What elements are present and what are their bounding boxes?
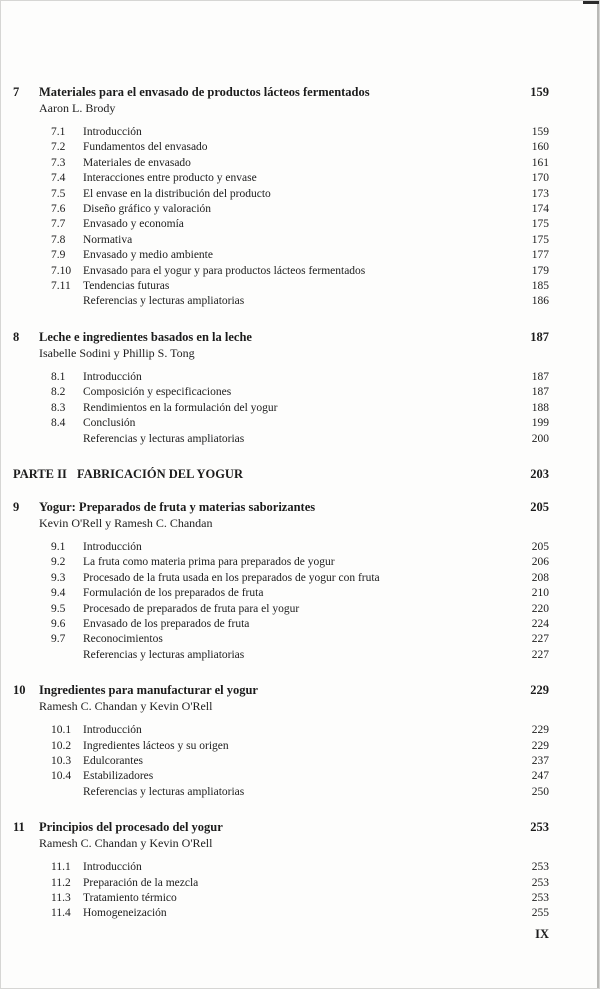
entry-page-number: 173 (531, 187, 549, 200)
entry-title: Materiales de envasado (83, 156, 191, 169)
chapter-page-number: 253 (530, 820, 549, 835)
entry-page-number: 185 (531, 280, 549, 293)
chapter (13, 330, 549, 447)
entry-number: 8.1 (51, 370, 66, 383)
entry-title: Normativa (83, 233, 133, 246)
toc-entry (51, 294, 549, 309)
scan-edge-artifact (597, 1, 599, 988)
chapter-title: Principios del procesado del yogur (39, 820, 223, 835)
entry-title: Referencias y lecturas ampliatorias (83, 785, 245, 798)
entry-page-number: 161 (531, 156, 549, 169)
entry-title: La fruta como materia prima para preparados de yogur (83, 556, 335, 569)
chapter (13, 85, 549, 310)
entry-page-number: 250 (531, 785, 549, 798)
entry-page-number: 175 (531, 218, 549, 231)
chapter-heading (13, 820, 549, 835)
entry-title: Referencias y lecturas ampliatorias (83, 295, 245, 308)
toc-entry (51, 432, 549, 447)
entry-title: Preparación de la mezcla (83, 876, 199, 889)
entry-number: 9.2 (51, 556, 66, 569)
chapter-entries (51, 860, 549, 922)
entry-page-number: 229 (531, 739, 549, 752)
chapter-page-number: 205 (530, 499, 549, 514)
entry-page-number: 187 (531, 370, 549, 383)
entry-title: Procesado de la fruta usada en los preparados de yogur con fruta (83, 571, 380, 584)
part-heading (13, 467, 549, 482)
entry-number: 7.3 (51, 156, 66, 169)
entry-title: Introducción (83, 126, 142, 138)
entry-page-number: 227 (531, 633, 549, 646)
chapter-authors: Ramesh C. Chandan y Kevin O'Rell (39, 699, 213, 714)
entry-title: Diseño gráfico y valoración (83, 203, 212, 216)
entry-number: 7.6 (51, 203, 66, 216)
chapter (13, 500, 549, 663)
chapter-number: 11 (13, 820, 25, 835)
toc-entry (51, 385, 549, 400)
entry-title: Formulación de los preparados de fruta (83, 587, 264, 600)
entry-number: 9.4 (51, 587, 66, 600)
entry-title: Envasado y medio ambiente (83, 249, 213, 262)
toc-entry (51, 125, 549, 140)
part-page-number: 203 (530, 466, 549, 481)
entry-page-number: 186 (531, 295, 549, 308)
toc-entry (51, 279, 549, 294)
chapter (13, 683, 549, 800)
entry-number: 9.3 (51, 571, 66, 584)
entry-number: 7.5 (51, 187, 66, 200)
chapter-page-number: 187 (530, 329, 549, 344)
entry-title: Tendencias futuras (83, 280, 170, 293)
entry-page-number: 175 (531, 233, 549, 246)
toc-entry (51, 571, 549, 586)
toc-entry (51, 602, 549, 617)
chapter-authors: Aaron L. Brody (39, 101, 116, 115)
toc-entry (51, 739, 549, 754)
entry-page-number: 187 (531, 386, 549, 399)
chapter-entries (51, 370, 549, 447)
entry-number: 7.10 (51, 264, 72, 277)
toc-entry (51, 754, 549, 769)
entry-title: Estabilizadores (83, 770, 154, 783)
entry-title: Referencias y lecturas ampliatorias (83, 648, 245, 661)
chapter-number: 8 (13, 329, 20, 344)
entry-page-number: 253 (531, 861, 549, 874)
chapter (13, 820, 549, 922)
toc-entry (51, 217, 549, 232)
entry-page-number: 174 (531, 203, 549, 216)
entry-title: Interacciones entre producto y envase (83, 172, 257, 185)
part-label: PARTE II (13, 466, 67, 481)
entry-number: 10.2 (51, 739, 72, 752)
toc-entry (51, 540, 549, 555)
chapter-number: 9 (13, 499, 20, 514)
toc-entry (51, 723, 549, 738)
page-footer-number: IX (535, 927, 549, 941)
entry-number: 7.11 (51, 280, 71, 293)
entry-page-number: 253 (531, 892, 549, 904)
entry-page-number: 200 (531, 432, 549, 445)
entry-number: 10.1 (51, 724, 72, 737)
entry-title: Fundamentos del envasado (83, 141, 208, 154)
toc-entry (51, 617, 549, 632)
toc-entry (51, 264, 549, 279)
entry-number: 11.2 (51, 876, 71, 889)
chapter-authors: Ramesh C. Chandan y Kevin O'Rell (39, 836, 213, 851)
entry-page-number: 205 (531, 540, 549, 553)
entry-title: Conclusión (83, 417, 136, 430)
scan-mark-artifact (583, 1, 599, 4)
entry-number: 8.2 (51, 386, 66, 399)
entry-title: Tratamiento térmico (83, 892, 177, 904)
chapter-entries (51, 125, 549, 310)
entry-number: 11.3 (51, 892, 71, 904)
toc-entry (51, 785, 549, 800)
entry-title: Introducción (83, 724, 142, 737)
entry-number: 8.3 (51, 401, 66, 414)
entry-page-number: 159 (531, 126, 549, 138)
toc-entry (51, 140, 549, 155)
toc-entry (51, 906, 549, 921)
entry-title: Envasado para el yogur y para productos lácteos fermentados (83, 264, 366, 277)
entry-page-number: 160 (531, 141, 549, 154)
toc-entry (51, 156, 549, 171)
toc-entry (51, 248, 549, 263)
toc-entry (51, 648, 549, 663)
entry-title: Homogeneización (83, 907, 167, 920)
entry-number: 11.1 (51, 861, 71, 874)
entry-number: 9.7 (51, 633, 66, 646)
entry-number: 9.5 (51, 602, 66, 615)
entry-title: Referencias y lecturas ampliatorias (83, 432, 245, 445)
toc-entry (51, 891, 549, 906)
entry-page-number: 224 (531, 617, 549, 630)
entry-title: Introducción (83, 370, 142, 383)
entry-page-number: 208 (531, 571, 549, 584)
toc-entry (51, 769, 549, 784)
chapter-authors: Kevin O'Rell y Ramesh C. Chandan (39, 515, 213, 530)
toc-entry (51, 401, 549, 416)
entry-title: Introducción (83, 540, 142, 553)
chapter-number: 7 (13, 85, 20, 99)
entry-number: 9.6 (51, 617, 66, 630)
entry-title: Reconocimientos (83, 633, 163, 646)
chapter-heading (13, 683, 549, 698)
entry-page-number: 220 (531, 602, 549, 615)
chapter-page-number: 229 (530, 683, 549, 698)
entry-page-number: 253 (531, 876, 549, 889)
entry-title: Rendimientos en la formulación del yogur (83, 401, 278, 414)
entry-number: 7.4 (51, 172, 66, 185)
entry-title: Edulcorantes (83, 754, 144, 767)
chapter-title: Materiales para el envasado de productos lácteos fermentados (39, 85, 370, 99)
part-title: FABRICACIÓN DEL YOGUR (77, 466, 243, 481)
entry-number: 11.4 (51, 907, 71, 920)
toc-sections (13, 85, 549, 942)
chapter-title: Yogur: Preparados de fruta y materias saborizantes (39, 499, 316, 514)
entry-number: 7.8 (51, 233, 66, 246)
chapter-authors: Isabelle Sodini y Phillip S. Tong (39, 345, 195, 360)
entry-page-number: 199 (531, 417, 549, 430)
entry-page-number: 210 (531, 587, 549, 600)
entry-number: 7.9 (51, 249, 66, 262)
entry-page-number: 237 (531, 754, 549, 767)
entry-page-number: 170 (531, 172, 549, 185)
entry-title: Composición y especificaciones (83, 386, 232, 399)
chapter-entries (51, 540, 549, 663)
entry-number: 10.4 (51, 770, 72, 783)
entry-title: Envasado de los preparados de fruta (83, 617, 250, 630)
chapter-heading (13, 500, 549, 515)
toc-entry (51, 202, 549, 217)
entry-page-number: 229 (531, 724, 549, 737)
chapter-title: Ingredientes para manufacturar el yogur (39, 683, 258, 698)
toc-entry (51, 860, 549, 875)
chapter-title: Leche e ingredientes basados en la leche (39, 329, 252, 344)
entry-number: 7.7 (51, 218, 66, 231)
entry-number: 10.3 (51, 754, 72, 767)
entry-number: 7.1 (51, 126, 66, 138)
entry-number: 9.1 (51, 540, 66, 553)
toc-entry (51, 632, 549, 647)
toc-entry (51, 416, 549, 431)
chapter-entries (51, 723, 549, 800)
entry-page-number: 206 (531, 556, 549, 569)
toc-entry (51, 233, 549, 248)
entry-title: El envase en la distribución del producto (83, 187, 271, 200)
chapter-heading (13, 330, 549, 345)
entry-page-number: 255 (531, 907, 549, 920)
chapter-page-number: 159 (530, 85, 549, 99)
toc-entry (51, 555, 549, 570)
entry-number: 8.4 (51, 417, 66, 430)
toc-entry (51, 370, 549, 385)
chapter-heading (13, 85, 549, 100)
entry-number: 7.2 (51, 141, 66, 154)
entry-page-number: 188 (531, 401, 549, 414)
entry-title: Envasado y economía (83, 218, 184, 231)
toc-entry (51, 187, 549, 202)
entry-page-number: 179 (531, 264, 549, 277)
toc-entry (51, 876, 549, 891)
entry-title: Introducción (83, 861, 142, 874)
entry-title: Procesado de preparados de fruta para el yogur (83, 602, 300, 615)
toc-entry (51, 171, 549, 186)
toc-entry (51, 586, 549, 601)
entry-page-number: 247 (531, 770, 549, 783)
entry-page-number: 177 (531, 249, 549, 262)
chapter-number: 10 (13, 683, 26, 698)
entry-page-number: 227 (531, 648, 549, 661)
entry-title: Ingredientes lácteos y su origen (83, 739, 229, 752)
